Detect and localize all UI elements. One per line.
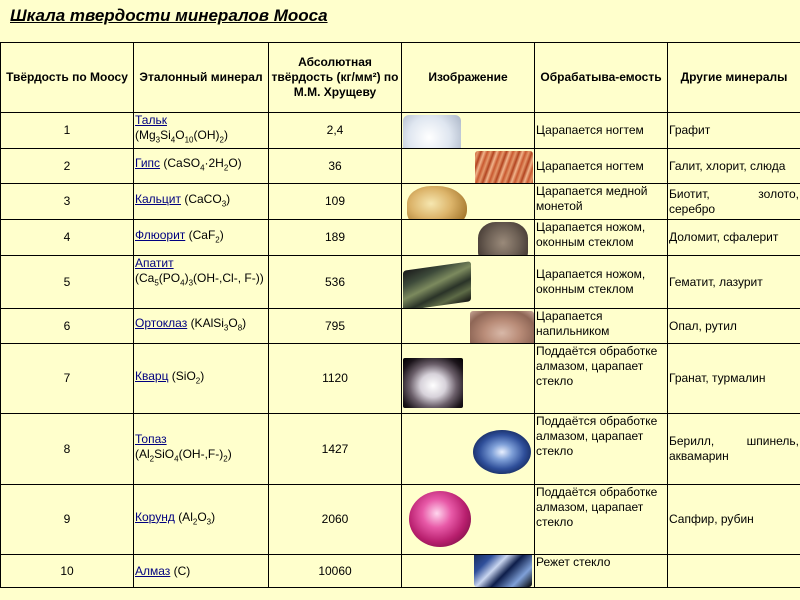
diamond-image [474,555,532,588]
image-cell [402,149,535,184]
processing-cell [535,220,668,256]
processing-text: Царапается ногтем [536,158,644,173]
absolute-hardness-cell: 1427 [269,414,402,485]
table-row [1,184,800,220]
table-row [1,149,800,184]
image-cell [402,309,535,344]
other-minerals-cell: Опал, рутил [668,309,800,344]
other-minerals-cell: Доломит, сфалерит [668,220,800,256]
other-minerals-cell: Биотит, золото, серебро [668,184,800,220]
header-processing: Обрабатыва-емость [535,43,668,113]
header-absolute-hardness: Абсолютная твёрдость (кг/мм²) по М.М. Хрущеву [269,43,402,113]
talc-image [403,115,461,149]
mineral-link-gypsum[interactable]: Гипс [135,156,161,171]
hardness-cell: 3 [1,184,134,220]
fluorite-image [478,222,528,256]
image-cell [402,414,535,485]
mineral-cell [134,220,269,256]
mohs-hardness-table [0,42,800,588]
processing-cell [535,256,668,309]
other-minerals-cell: Гематит, лазурит [668,256,800,309]
header-image: Изображение [402,43,535,113]
hardness-cell: 5 [1,256,134,309]
mineral-formula: $(Al_2O_3)$ [178,509,216,527]
hardness-cell: 4 [1,220,134,256]
processing-cell [535,149,668,184]
table-row [1,113,800,149]
mineral-formula: (C) [173,563,191,578]
absolute-hardness-cell: 536 [269,256,402,309]
other-minerals-cell: Гранат, турмалин [668,344,800,414]
mineral-cell [134,414,269,485]
mineral-formula: (SiO$_2$) [171,368,205,386]
processing-cell [535,113,668,149]
table-row [1,220,800,256]
hardness-cell: 9 [1,485,134,555]
mineral-link-fluorite[interactable]: Флюорит [135,227,186,242]
mineral-link-diamond[interactable]: Алмаз [135,563,171,578]
gypsum-image [475,151,533,184]
absolute-hardness-cell: 10060 [269,555,402,588]
corundum-image [409,491,471,547]
orthoclase-image [470,311,534,344]
table-header-row [1,43,800,113]
hardness-cell: 1 [1,113,134,149]
mineral-formula: (CaCO$_3$) [184,191,231,209]
mineral-formula: $(Mg_3Si_4O_{10}(OH)_2)$ [135,128,228,145]
processing-text: Царапается напильником [536,309,610,338]
other-minerals-cell: Берилл, шпинель, аквамарин [668,414,800,485]
mineral-cell [134,485,269,555]
mineral-link-apatite[interactable]: Апатит [135,256,174,270]
hardness-cell: 6 [1,309,134,344]
table-row [1,309,800,344]
table-row [1,485,800,555]
mineral-link-quartz[interactable]: Кварц [135,368,169,383]
absolute-hardness-cell: 189 [269,220,402,256]
other-minerals-cell [668,555,800,588]
mineral-link-talc[interactable]: Тальк [135,113,167,127]
processing-cell [535,184,668,220]
header-other-minerals: Другие минералы [668,43,800,113]
quartz-image [403,358,463,408]
image-cell [402,184,535,220]
table-row [1,256,800,309]
hardness-cell: 2 [1,149,134,184]
mineral-cell [134,113,269,149]
other-minerals-cell: Сапфир, рубин [668,485,800,555]
mineral-formula: $(CaSO_4\cdot 2H_2O)$ [163,156,242,173]
processing-text: Царапается медной монетой [536,184,648,213]
mineral-cell [134,184,269,220]
mineral-link-topaz[interactable]: Топаз [135,431,167,446]
hardness-cell: 7 [1,344,134,414]
table-row [1,344,800,414]
processing-cell [535,309,668,344]
absolute-hardness-cell: 2060 [269,485,402,555]
processing-text: Царапается ножом, оконным стеклом [536,267,646,296]
absolute-hardness-cell: 795 [269,309,402,344]
mineral-formula: $(Al_2SiO_4(OH-,F-)_2)$ [135,446,232,464]
image-cell [402,256,535,309]
absolute-hardness-cell: 109 [269,184,402,220]
image-cell [402,344,535,414]
absolute-hardness-cell: 1120 [269,344,402,414]
processing-cell [535,485,668,555]
mineral-link-orthoclase[interactable]: Ортоклаз [135,316,188,331]
mineral-formula: (CaF$_2$) [188,227,224,245]
processing-text: Поддаётся обработке алмазом, царапает стекло [536,414,658,458]
image-cell [402,220,535,256]
table-row [1,555,800,588]
header-mineral: Эталонный минерал [134,43,269,113]
absolute-hardness-cell: 2,4 [269,113,402,149]
mineral-link-calcite[interactable]: Кальцит [135,191,181,206]
processing-text: Поддаётся обработке алмазом, царапает стекло [536,485,658,529]
other-minerals-cell: Графит [668,113,800,149]
other-minerals-cell: Галит, хлорит, слюда [668,149,800,184]
processing-cell [535,555,668,588]
mineral-cell [134,256,269,309]
header-hardness: Твёрдость по Моосу [1,43,134,113]
topaz-image [473,430,531,474]
page-title: Шкала твердости минералов Мооса [10,6,328,25]
processing-cell [535,344,668,414]
apatite-image [403,261,471,308]
calcite-image [407,186,467,220]
table-row [1,414,800,485]
processing-text: Поддаётся обработке алмазом, царапает стекло [536,344,658,388]
mineral-formula: $(KAlSi_3O_8)$ [190,316,247,333]
mineral-cell [134,555,269,588]
mineral-cell [134,149,269,184]
processing-cell [535,414,668,485]
mineral-formula: ($Ca_5(PO_4)_3(OH-,Cl-$, F-)) [135,271,264,288]
processing-text: Царапается ногтем [536,123,644,137]
hardness-cell: 10 [1,555,134,588]
absolute-hardness-cell: 36 [269,149,402,184]
processing-text: Царапается ножом, оконным стеклом [536,220,646,249]
hardness-cell: 8 [1,414,134,485]
image-cell [402,555,535,588]
image-cell [402,485,535,555]
image-cell [402,113,535,149]
mineral-link-corundum[interactable]: Корунд [135,509,175,524]
processing-text: Режет стекло [536,555,611,569]
mineral-cell [134,344,269,414]
mineral-cell [134,309,269,344]
